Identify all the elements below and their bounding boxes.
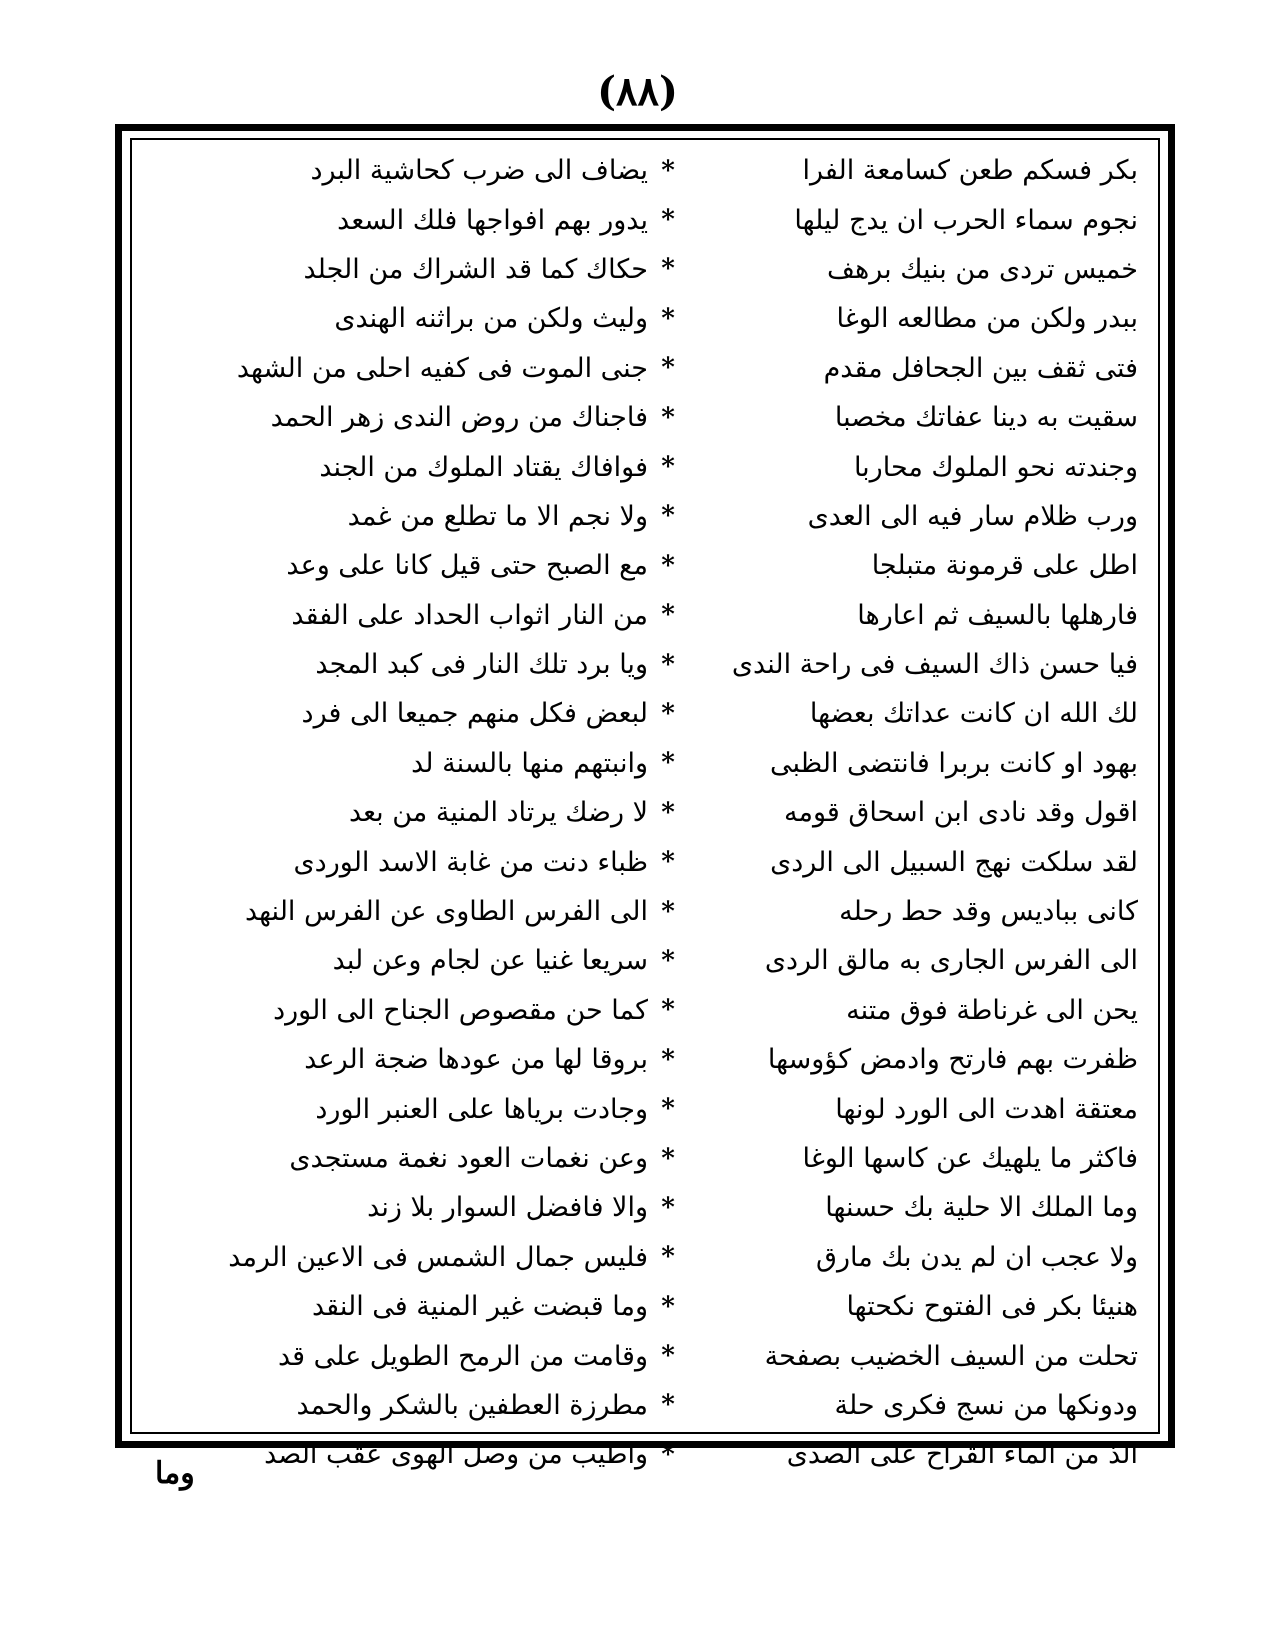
hemistich-separator: * xyxy=(661,303,675,334)
verse-second-hemistich: لبعض فكل منهم جميعا الى فرد xyxy=(301,698,648,730)
verse-row xyxy=(152,1183,1138,1232)
verse-row xyxy=(152,245,1138,294)
verse-row xyxy=(152,1430,1138,1479)
verse-second-hemistich: فوافاك يقتاد الملوك من الجند xyxy=(319,451,648,483)
hemistich-separator: * xyxy=(661,452,675,483)
verse-first-hemistich: ظفرت بهم فارتح وادمض كؤوسها xyxy=(767,1044,1138,1076)
verse-list xyxy=(152,146,1138,1480)
verse-row xyxy=(152,1331,1138,1380)
verse-row xyxy=(152,195,1138,244)
verse-second-hemistich: ولا نجم الا ما تطلع من غمد xyxy=(347,500,648,532)
verse-second-hemistich: وانبتهم منها بالسنة لد xyxy=(411,747,648,779)
hemistich-separator: * xyxy=(661,402,675,433)
verse-second-hemistich: بروقا لها من عودها ضجة الرعد xyxy=(304,1044,648,1076)
verse-second-hemistich: ويا برد تلك النار فى كبد المجد xyxy=(315,649,648,681)
verse-row xyxy=(152,788,1138,837)
verse-first-hemistich: لك الله ان كانت عداتك بعضها xyxy=(809,698,1138,730)
verse-second-hemistich: مع الصبح حتى قيل كانا على وعد xyxy=(286,550,648,582)
hemistich-separator: * xyxy=(661,945,675,976)
verse-first-hemistich: ببدر ولكن من مطالعه الوغا xyxy=(836,303,1138,335)
hemistich-separator: * xyxy=(661,353,675,384)
verse-row xyxy=(152,936,1138,985)
hemistich-separator: * xyxy=(661,896,675,927)
verse-second-hemistich: الى الفرس الطاوى عن الفرس النهد xyxy=(244,896,648,928)
verse-row xyxy=(152,1381,1138,1430)
hemistich-separator: * xyxy=(661,995,675,1026)
hemistich-separator: * xyxy=(661,1341,675,1372)
verse-second-hemistich: لا رضك يرتاد المنية من بعد xyxy=(348,797,648,829)
hemistich-separator: * xyxy=(661,1094,675,1125)
verse-second-hemistich: ظباء دنت من غابة الاسد الوردى xyxy=(293,846,648,878)
verse-row xyxy=(152,739,1138,788)
verse-row xyxy=(152,986,1138,1035)
verse-row xyxy=(152,1282,1138,1331)
verse-first-hemistich: كانى ببادیس وقد حط رحله xyxy=(839,896,1138,928)
verse-row xyxy=(152,492,1138,541)
verse-second-hemistich: حكاك كما قد الشراك من الجلد xyxy=(303,253,648,285)
hemistich-separator: * xyxy=(661,698,675,729)
verse-second-hemistich: سريعا غنيا عن لجام وعن لبد xyxy=(332,945,648,977)
hemistich-separator: * xyxy=(661,1143,675,1174)
verse-row xyxy=(152,1035,1138,1084)
verse-first-hemistich: تحلت من السيف الخضيب بصفحة xyxy=(764,1340,1138,1372)
hemistich-separator: * xyxy=(661,1439,675,1470)
verse-row xyxy=(152,344,1138,393)
verse-first-hemistich: اقول وقد نادى ابن اسحاق قومه xyxy=(784,797,1138,829)
verse-second-hemistich: وعن نغمات العود نغمة مستجدى xyxy=(289,1143,648,1174)
hemistich-separator: * xyxy=(661,1390,675,1421)
verse-first-hemistich: خميس تردى من بنيك برهف xyxy=(827,253,1138,285)
verse-row xyxy=(152,1134,1138,1183)
verse-second-hemistich: فليس جمال الشمس فى الاعين الرمد xyxy=(228,1241,648,1273)
verse-second-hemistich: يدور بهم افواجها فلك السعد xyxy=(337,204,648,236)
hemistich-separator: * xyxy=(661,501,675,532)
verse-first-hemistich: اطل على قرمونة متبلجا xyxy=(871,550,1138,582)
verse-row xyxy=(152,541,1138,590)
verse-row xyxy=(152,393,1138,442)
hemistich-separator: * xyxy=(661,205,675,236)
hemistich-separator: * xyxy=(661,600,675,631)
hemistich-separator: * xyxy=(661,1242,675,1273)
hemistich-separator: * xyxy=(661,797,675,828)
verse-second-hemistich: واطيب من وصل الهوى عقب الصد xyxy=(264,1439,648,1471)
hemistich-separator: * xyxy=(661,748,675,779)
verse-row xyxy=(152,1233,1138,1282)
verse-row xyxy=(152,146,1138,195)
verse-first-hemistich: الذ من الماء القراح على الصدى xyxy=(786,1439,1138,1471)
verse-second-hemistich: مطرزة العطفين بالشكر والحمد xyxy=(296,1389,648,1421)
verse-first-hemistich: نجوم سماء الحرب ان يدج ليلها xyxy=(794,204,1138,236)
verse-first-hemistich: بهود او كانت بربرا فانتضى الظبى xyxy=(769,747,1138,779)
verse-row xyxy=(152,887,1138,936)
verse-row xyxy=(152,591,1138,640)
verse-second-hemistich: وما قبضت غير المنية فى النقد xyxy=(311,1291,648,1323)
verse-first-hemistich: بكر فسكم طعن كسامعة الفرا xyxy=(802,155,1138,187)
verse-first-hemistich: فارهلها بالسيف ثم اعارها xyxy=(857,599,1138,631)
catchword: وما xyxy=(155,1456,195,1491)
verse-first-hemistich: الى الفرس الجارى به مالق الردى xyxy=(764,945,1138,977)
hemistich-separator: * xyxy=(661,1291,675,1322)
page-number: (٨٨) xyxy=(597,68,678,115)
verse-first-hemistich: ولا عجب ان لم يدن بك مارق xyxy=(816,1241,1138,1273)
verse-row xyxy=(152,640,1138,689)
verse-first-hemistich: فتى ثقف بين الجحافل مقدم xyxy=(823,352,1138,384)
verse-row xyxy=(152,1084,1138,1133)
page-frame-inner xyxy=(130,138,1160,1471)
verse-first-hemistich: ودونكها من نسج فكرى حلة xyxy=(834,1389,1138,1421)
verse-second-hemistich: جنى الموت فى كفيه احلى من الشهد xyxy=(236,352,648,384)
verse-row xyxy=(152,837,1138,886)
verse-row xyxy=(152,442,1138,491)
verse-first-hemistich: وما الملك الا حلية بك حسنها xyxy=(825,1192,1138,1224)
hemistich-separator: * xyxy=(661,550,675,581)
verse-first-hemistich: فاكثر ما يلهيك عن كاسها الوغا xyxy=(802,1143,1138,1174)
verse-first-hemistich: ورب ظلام سار فيه الى العدى xyxy=(807,500,1138,532)
verse-first-hemistich: سقيت به دينا عفاتك مخصبا xyxy=(834,402,1138,434)
hemistich-separator: * xyxy=(661,649,675,680)
verse-second-hemistich: وقامت من الرمح الطويل على قد xyxy=(277,1340,648,1372)
hemistich-separator: * xyxy=(661,1192,675,1223)
verse-second-hemistich: كما حن مقصوص الجناح الى الورد xyxy=(273,994,648,1026)
verse-first-hemistich: هنيئا بكر فى الفتوح نكحتها xyxy=(846,1291,1138,1323)
verse-first-hemistich: لقد سلكت نهج السبيل الى الردى xyxy=(770,846,1138,878)
verse-second-hemistich: والا فافضل السوار بلا زند xyxy=(367,1192,648,1224)
hemistich-separator: * xyxy=(661,1044,675,1075)
verse-second-hemistich: وجادت برياها على العنبر الورد xyxy=(315,1093,648,1125)
verse-second-hemistich: فاجناك من روض الندى زهر الحمد xyxy=(270,402,648,434)
verse-row xyxy=(152,294,1138,343)
verse-second-hemistich: وليث ولكن من براثنه الهندى xyxy=(334,303,648,335)
hemistich-separator: * xyxy=(661,155,675,186)
hemistich-separator: * xyxy=(661,254,675,285)
verse-first-hemistich: فيا حسن ذاك السيف فى راحة الندى xyxy=(731,649,1138,681)
verse-first-hemistich: وجندته نحو الملوك محاربا xyxy=(853,451,1138,483)
verse-second-hemistich: من النار اثواب الحداد على الفقد xyxy=(291,599,648,631)
hemistich-separator: * xyxy=(661,847,675,878)
verse-first-hemistich: معتقة اهدت الى الورد لونها xyxy=(835,1093,1138,1125)
verse-second-hemistich: يضاف الى ضرب كحاشية البرد xyxy=(310,155,648,187)
verse-row xyxy=(152,689,1138,738)
verse-first-hemistich: يحن الى غرناطة فوق متنه xyxy=(846,994,1138,1026)
